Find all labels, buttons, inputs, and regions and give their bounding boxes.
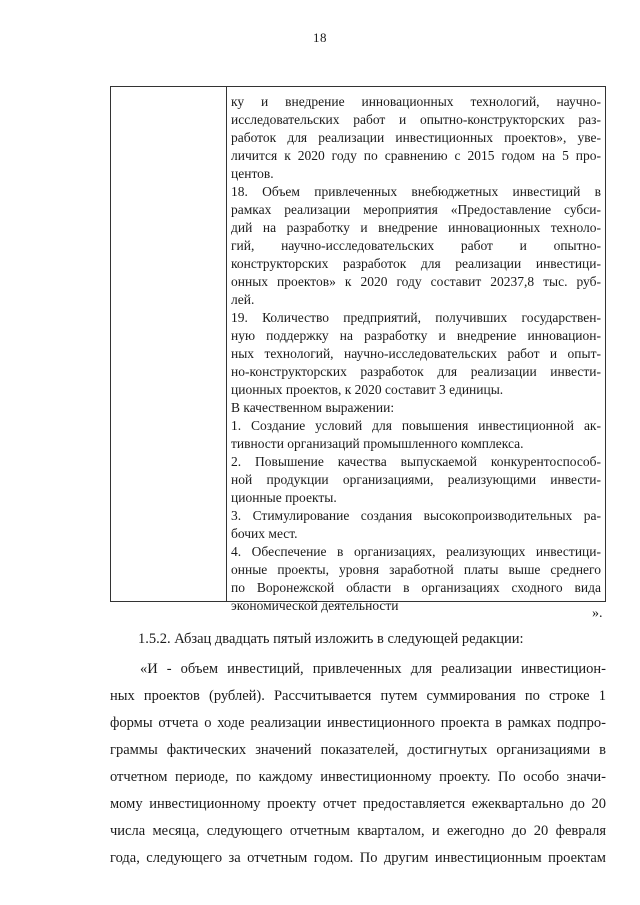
page-number: 18 [313,30,327,45]
table-text-line: В качественном выражении: [231,400,395,415]
body-text-line: граммы фактических значений показателей, достигнутых организациями в [110,742,606,758]
body-text-line: ных проектов (рублей). Рассчитывается путем суммирования по строке 1 [110,688,606,704]
column-divider [226,87,227,601]
table-text-line: но-конструкторских разработок для реализации инвести- [231,364,601,379]
table-text-line: ку и внедрение инновационных технологий, научно- [231,94,601,109]
table-text-line: центов. [231,166,274,181]
table-text-line: рамках реализации мероприятия «Предоставление субси- [231,202,601,217]
table-text-line: бочих мест. [231,526,298,541]
table-text-line: гий, научно-исследовательских работ и опытно- [231,238,601,253]
quote-closing-mark: ». [592,606,603,621]
body-paragraph [110,656,606,872]
table-text-line: 1. Создание условий для повышения инвестиционной ак- [231,418,601,433]
table-text-line: по Воронежской области в организациях сходного вида [231,580,601,595]
table-text-line: 19. Количество предприятий, получивших государствен- [231,310,601,325]
table-text-line: конструкторских разработок для реализации инвестици- [231,256,601,271]
body-text-line: формы отчета о ходе реализации инвестиционного проекта в рамках подпро- [110,715,606,731]
table-text-line: 4. Обеспечение в организациях, реализующих инвестици- [231,544,601,559]
body-text-line: числа месяца, следующего отчетным кварталом, и ежегодно до 20 февраля [110,823,606,839]
table-text-line: тивности организаций промышленного комплекса. [231,436,524,451]
table-text-line: исследовательских работ и опытно-конструкторских раз- [231,112,601,127]
table-text-line: экономической деятельности [231,598,399,613]
table-text-line: дий на разработку и внедрение инновационных техноло- [231,220,601,235]
table-text-line: ционных проектов, к 2020 составит 3 единицы. [231,382,504,397]
table-text-line: работок для реализации инвестиционных проектов», уве- [231,130,601,145]
table-text-line: ных технологий, научно-исследовательских работ и опыт- [231,346,601,361]
table-text-line: личится к 2020 году по сравнению с 2015 годом на 5 про- [231,148,601,163]
table-text-line: ную поддержку на разработку и внедрение инновацион- [231,328,601,343]
table-text-line: 3. Стимулирование создания высокопроизводительных ра- [231,508,601,523]
table-text-line: онных проектов» к 2020 году составит 20237,8 тыс. руб- [231,274,601,289]
document-table [110,86,606,613]
body-text-line: «И - объем инвестиций, привлеченных для реализации инвестицион- [140,661,606,677]
table-text-line: 2. Повышение качества выпускаемой конкурентоспособ- [231,454,601,469]
body-text-line: мому инвестиционному проекту отчет предоставляется ежеквартально до 20 [110,796,606,812]
body-paragraph-heading [110,626,606,653]
body-text-line: года, следующего за отчетным годом. По другим инвестиционным проектам [110,850,606,866]
table-text-line: онные проекты, уровня заработной платы выше среднего [231,562,601,577]
body-text-line: отчетном периоде, по каждому инвестиционному проекту. По особо значи- [110,769,606,785]
table-text-line: ционные проекты. [231,490,337,505]
table-text-line: лей. [231,292,255,307]
table-text-line: 18. Объем привлеченных внебюджетных инвестиций в [231,184,601,199]
table-right-cell [231,93,601,615]
body-text-line: 1.5.2. Абзац двадцать пятый изложить в следующей редакции: [138,631,524,647]
table-text-line: ной продукции организациями, реализующими инвести- [231,472,601,487]
